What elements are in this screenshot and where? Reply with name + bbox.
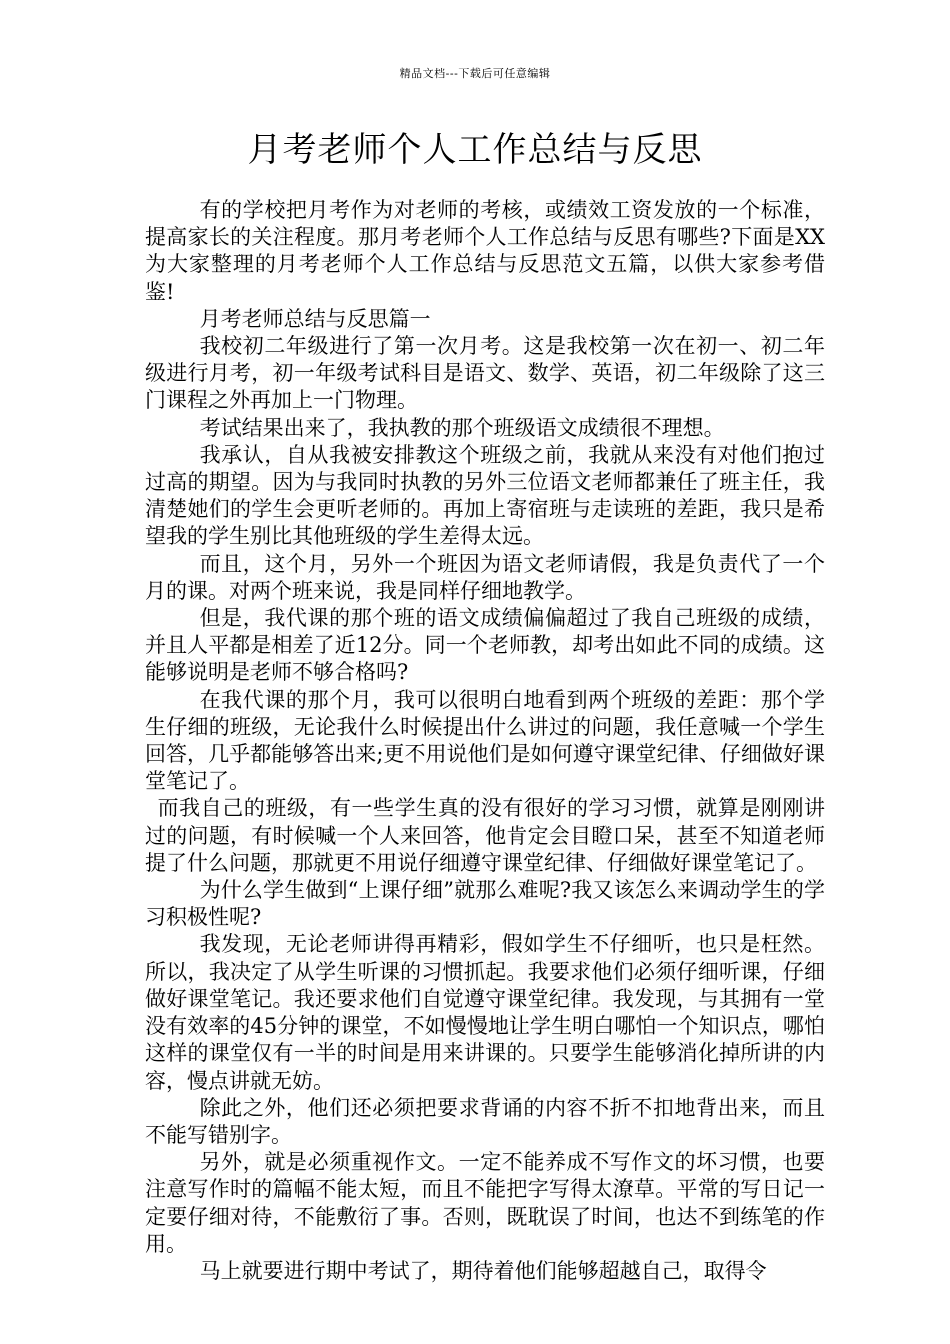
document-title: 月考老师个人工作总结与反思 <box>247 130 703 170</box>
page-header: 精品文档---下载后可任意编辑 <box>399 67 551 80</box>
paragraph: 我承认，自从我被安排教这个班级之前，我就从来没有对他们抱过过高的期望。因为与我同时执教的另外三位语文老师都兼任了班主任，我清楚她们的学生会更听老师的。再加上寄宿班与走读班的差距，我只是希望我的学生别比其他班级的学生差得太远。 <box>145 442 825 549</box>
paragraph: 除此之外，他们还必须把要求背诵的内容不折不扣地背出来，而且不能写错别字。 <box>145 1095 825 1147</box>
paragraph: 为什么学生做到“上课仔细”就那么难呢?我又该怎么来调动学生的学习积极性呢? <box>145 878 825 930</box>
paragraph: 考试结果出来了，我执教的那个班级语文成绩很不理想。 <box>199 415 725 440</box>
paragraph: 我校初二年级进行了第一次月考。这是我校第一次在初一、初二年级进行月考，初一年级考试科目是语文、数学、英语，初二年级除了这三门课程之外再加上一门物理。 <box>145 334 825 413</box>
paragraph: 马上就要进行期中考试了，期待着他们能够超越自己，取得令 <box>199 1258 767 1283</box>
paragraph: 而且，这个月，另外一个班因为语文老师请假，我是负责代了一个月的课。对两个班来说，我是同样仔细地教学。 <box>145 551 825 603</box>
section-heading: 月考老师总结与反思篇一 <box>199 306 431 331</box>
paragraph: 在我代课的那个月，我可以很明白地看到两个班级的差距：那个学生仔细的班级，无论我什么时候提出什么讲过的问题，我任意喊一个学生回答，几乎都能够答出来;更不用说他们是如何遵守课堂纪律、仔细做好课堂笔记了。 <box>145 687 825 794</box>
paragraph: 另外，就是必须重视作文。一定不能养成不写作文的坏习惯，也要注意写作时的篇幅不能太短，而且不能把字写得太潦草。平常的写日记一定要仔细对待，不能敷衍了事。否则，既耽误了时间，也达不到练笔的作用。 <box>145 1150 825 1256</box>
paragraph: 而我自己的班级，有一些学生真的没有很好的学习习惯，就算是刚刚讲过的问题，有时候喊一个人来回答，他肯定会目瞪口呆，甚至不知道老师提了什么问题，那就更不用说仔细遵守课堂纪律、仔细做好课堂笔记了。 <box>145 796 825 875</box>
paragraph: 我发现，无论老师讲得再精彩，假如学生不仔细听，也只是枉然。所以，我决定了从学生听课的习惯抓起。我要求他们必须仔细听课，仔细做好课堂笔记。我还要求他们自觉遵守课堂纪律。我发现，与其拥有一堂没有效率的45分钟的课堂，不如慢慢地让学生明白哪怕一个知识点，哪怕这样的课堂仅有一半的时间是用来讲课的。只要学生能够消化掉所讲的内容，慢点讲就无妨。 <box>145 932 825 1093</box>
document-body <box>145 197 825 1285</box>
paragraph-intro: 有的学校把月考作为对老师的考核，或绩效工资发放的一个标准，提高家长的关注程度。那月考老师个人工作总结与反思有哪些?下面是XX为大家整理的月考老师个人工作总结与反思范文五篇，以供大家参考借鉴! <box>145 198 825 304</box>
paragraph: 但是，我代课的那个班的语文成绩偏偏超过了我自己班级的成绩，并且人平都是相差了近12分。同一个老师教，却考出如此不同的成绩。这能够说明是老师不够合格吗? <box>145 606 825 685</box>
